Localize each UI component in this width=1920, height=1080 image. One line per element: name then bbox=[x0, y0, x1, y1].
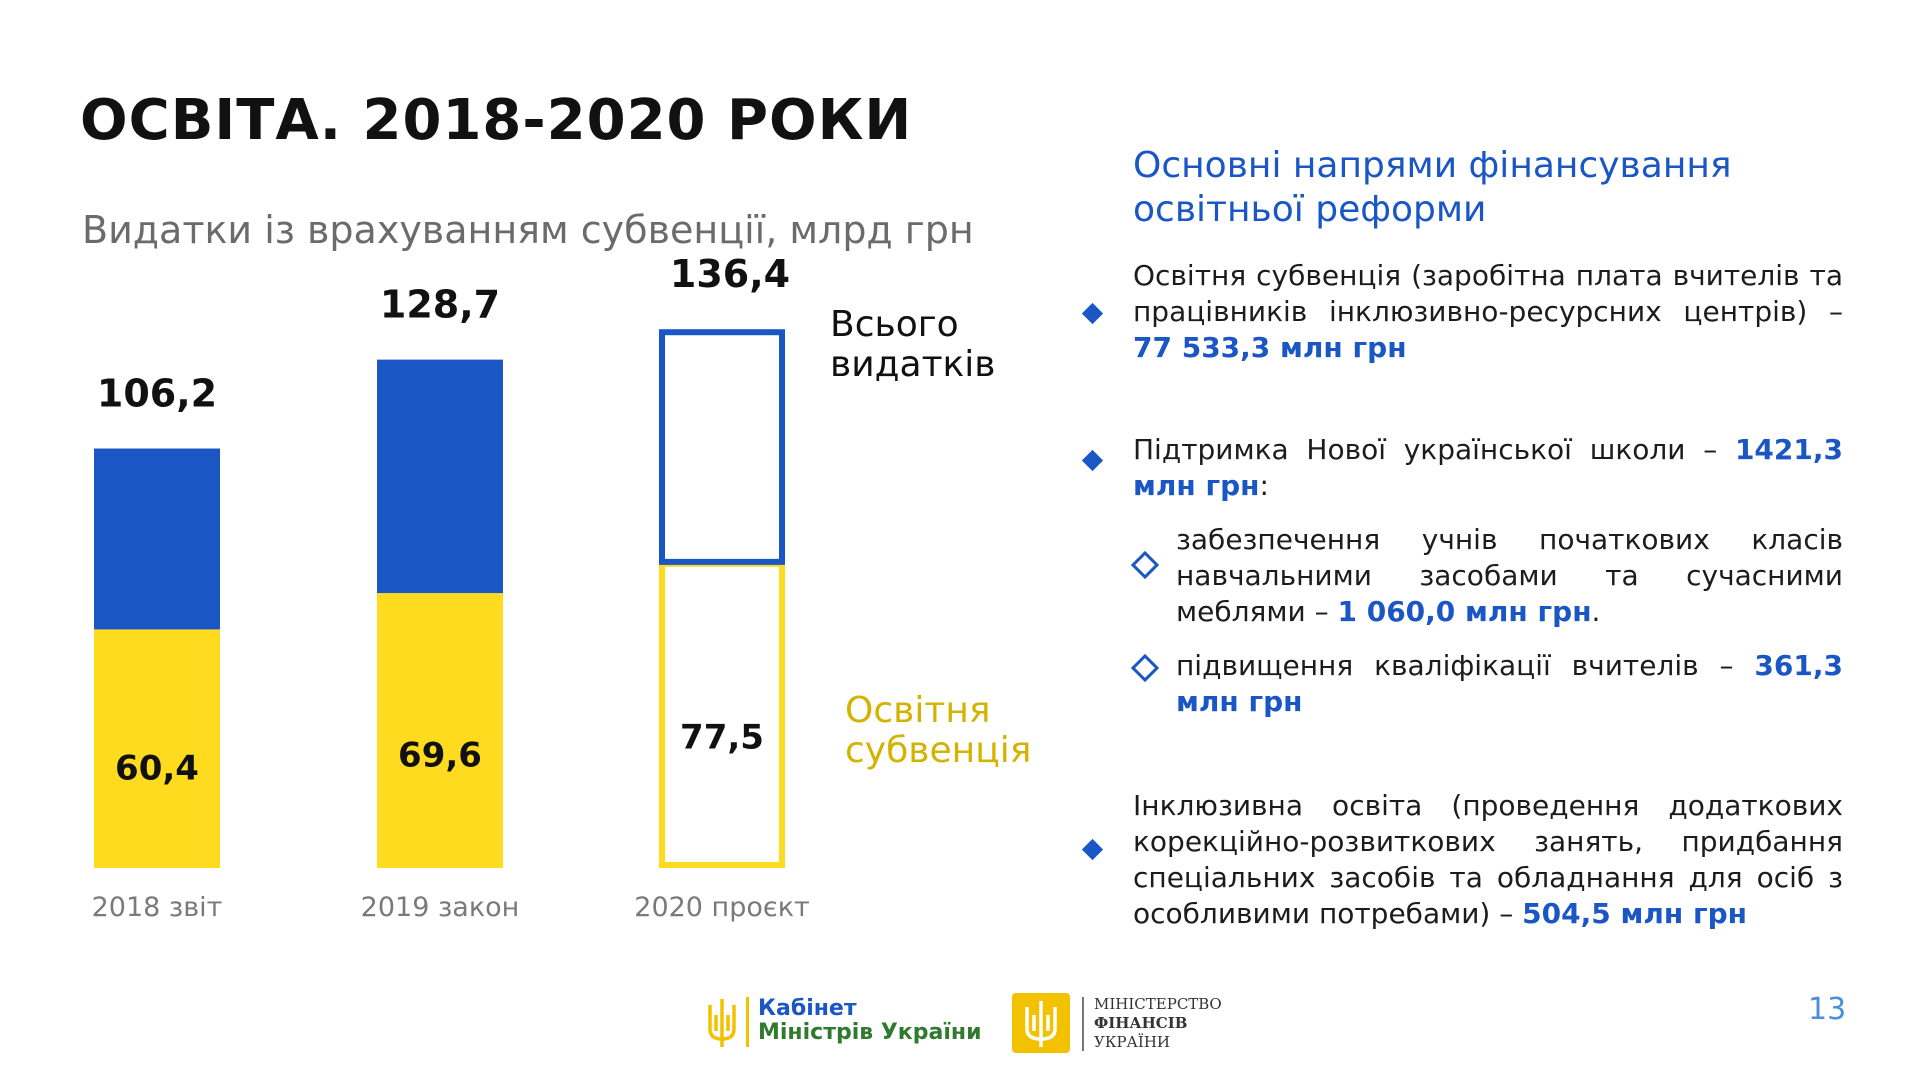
value-label-subvention: 77,5 bbox=[680, 717, 764, 758]
bar-total bbox=[94, 449, 220, 630]
category-label: 2019 закон bbox=[360, 892, 520, 923]
bar-subvention-projected bbox=[662, 564, 782, 865]
bullet-suffix: : bbox=[1259, 469, 1269, 502]
legend-total-line-1: Всього bbox=[830, 304, 959, 345]
bar-subvention bbox=[377, 593, 503, 868]
sub-bullet-text: підвищення кваліфікації вчителів – bbox=[1176, 649, 1755, 682]
sub-bullet-amount: 1 060,0 млн грн bbox=[1337, 595, 1592, 628]
cabinet-divider bbox=[746, 997, 749, 1047]
sub-bullet-text: забезпечення учнів початкових класів навчальними засобами та сучасними меблями – bbox=[1176, 523, 1843, 628]
trident-icon bbox=[704, 995, 740, 1049]
category-label: 2020 проєкт bbox=[634, 892, 810, 923]
bullet-item-inclusive bbox=[1133, 788, 1843, 932]
bullet-item-subvention bbox=[1133, 258, 1843, 366]
legend-subvention-line-1: Освітня bbox=[845, 690, 991, 731]
cabinet-name bbox=[758, 997, 1018, 1045]
bar-total-projected bbox=[662, 332, 782, 562]
bar-total bbox=[377, 360, 503, 593]
legend-subvention bbox=[845, 691, 1031, 771]
value-label-total: 128,7 bbox=[379, 282, 501, 327]
sub-bullet-amount: 361,3 млн грн bbox=[1176, 649, 1843, 718]
ministry-name-line-1: МІНІСТЕРСТВО bbox=[1094, 995, 1222, 1013]
page-number: 13 bbox=[1808, 992, 1847, 1027]
legend-subvention-line-2: субвенція bbox=[845, 730, 1032, 771]
reform-heading-line-2: освітньої реформи bbox=[1133, 189, 1487, 230]
value-label-total: 136,4 bbox=[669, 252, 791, 297]
bullet-text: Освітня субвенція (заробітна плата вчителів та працівників інклюзивно-ресурсних центрів) – bbox=[1133, 259, 1843, 328]
sub-bullet-item-qualification bbox=[1176, 648, 1843, 720]
chart-title: Видатки із врахуванням субвенції, млрд грн bbox=[82, 208, 974, 252]
bullet-text: Інклюзивна освіта (проведення додаткових корекційно-розвиткових занять, придбання спеціальних засобів та обладнання для осіб з особливими потребами) – bbox=[1133, 789, 1843, 930]
category-label: 2018 звіт bbox=[91, 892, 223, 923]
value-label-subvention: 69,6 bbox=[398, 735, 482, 776]
value-label-subvention: 60,4 bbox=[115, 748, 199, 789]
legend-total bbox=[830, 305, 996, 385]
sub-bullet-suffix: . bbox=[1591, 595, 1601, 628]
bullet-amount: 504,5 млн грн bbox=[1522, 897, 1747, 930]
reform-heading bbox=[1133, 144, 1833, 232]
ministry-divider bbox=[1082, 997, 1084, 1051]
cabinet-name-line-1: Кабінет bbox=[758, 996, 857, 1021]
sub-bullet-item-furniture bbox=[1176, 522, 1843, 630]
bullet-item-nus bbox=[1133, 432, 1843, 504]
reform-heading-line-1: Основні напрями фінансування bbox=[1133, 145, 1732, 186]
ministry-name bbox=[1094, 995, 1254, 1052]
bullet-amount: 77 533,3 млн грн bbox=[1133, 331, 1407, 364]
legend-total-line-2: видатків bbox=[830, 344, 996, 385]
ministry-name-line-2: ФІНАНСІВ bbox=[1094, 1014, 1188, 1032]
bullet-text: Підтримка Нової української школи – bbox=[1133, 433, 1735, 466]
value-label-total: 106,2 bbox=[96, 371, 218, 416]
ministry-emblem-icon bbox=[1012, 993, 1070, 1053]
cabinet-name-line-2: Міністрів України bbox=[758, 1020, 982, 1045]
ministry-name-line-3: УКРАЇНИ bbox=[1094, 1033, 1170, 1051]
bullet-amount: 1421,3 млн грн bbox=[1133, 433, 1843, 502]
page-title: ОСВІТА. 2018-2020 РОКИ bbox=[80, 88, 913, 153]
